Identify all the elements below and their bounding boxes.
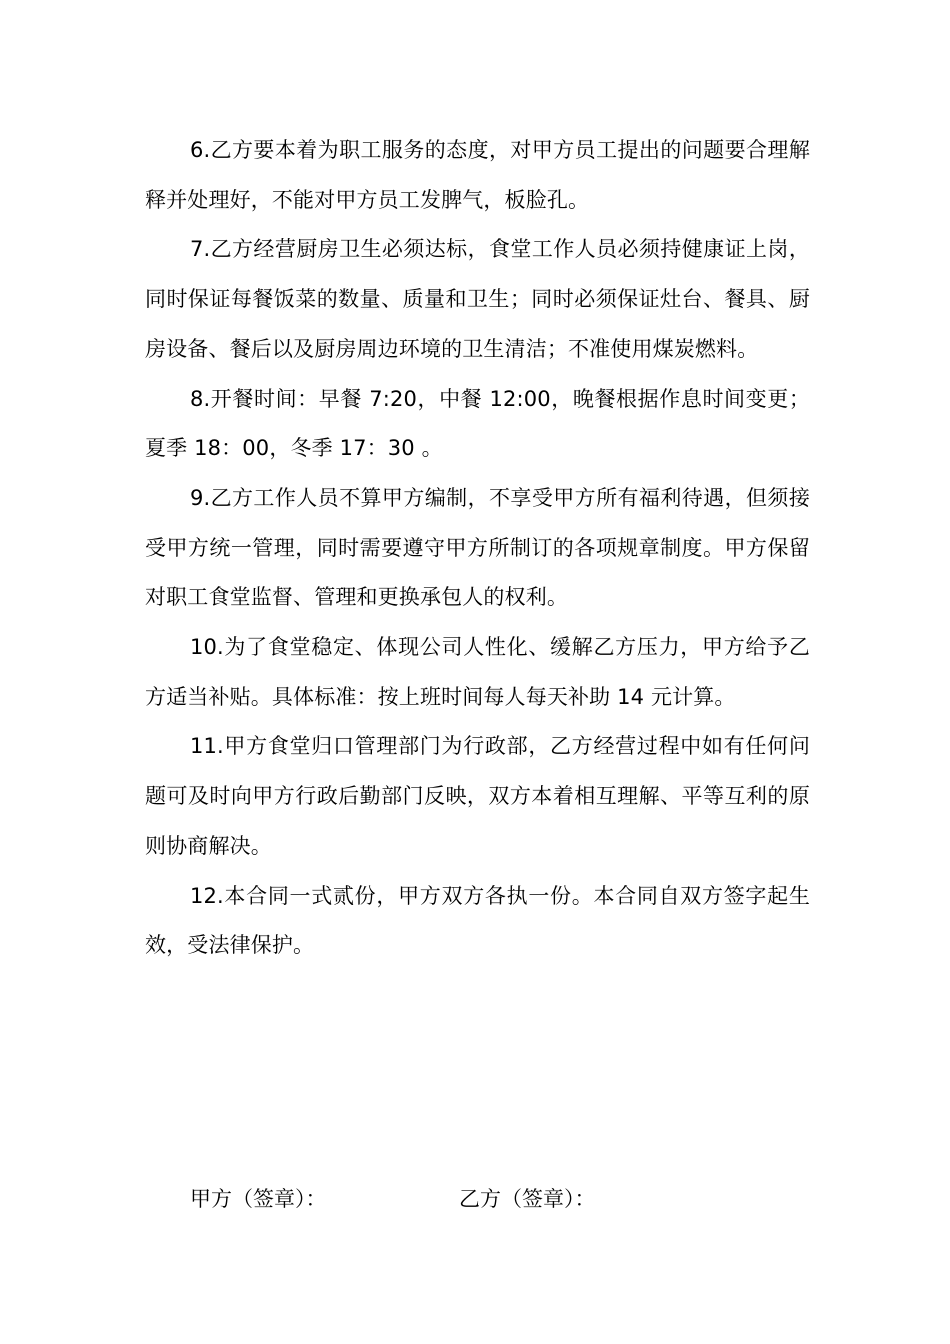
clause-6: 6.乙方要本着为职工服务的态度，对甲方员工提出的问题要合理解释并处理好，不能对甲方员工发脾气，板脸孔。 bbox=[145, 138, 810, 212]
party-a-signature-label: 甲方（签章）： bbox=[190, 1187, 327, 1211]
signature-block bbox=[0, 1175, 950, 1225]
clause-11: 11.甲方食堂归口管理部门为行政部，乙方经营过程中如有任何问题可及时向甲方行政后勤部门反映，双方本着相互理解、平等互利的原则协商解决。 bbox=[145, 734, 810, 858]
contract-body bbox=[145, 126, 810, 971]
clause-9: 9.乙方工作人员不算甲方编制，不享受甲方所有福利待遇，但须接受甲方统一管理，同时需要遵守甲方所制订的各项规章制度。甲方保留对职工食堂监督、管理和更换承包人的权利。 bbox=[145, 485, 810, 610]
clause-8: 8.开餐时间：早餐 7:20，中餐 12:00，晚餐根据作息时间变更；夏季 18：00，冬季 17：30 。 bbox=[145, 386, 810, 461]
clause-12: 12.本合同一式贰份，甲方双方各执一份。本合同自双方签字起生效，受法律保护。 bbox=[145, 883, 810, 958]
clause-7: 7.乙方经营厨房卫生必须达标，食堂工作人员必须持健康证上岗，同时保证每餐饭菜的数量、质量和卫生；同时必须保证灶台、餐具、厨房设备、餐后以及厨房周边环境的卫生清洁；不准使用煤炭燃料。 bbox=[145, 237, 810, 361]
party-b-signature-label: 乙方（签章）： bbox=[459, 1187, 596, 1211]
clause-10: 10.为了食堂稳定、体现公司人性化、缓解乙方压力，甲方给予乙方适当补贴。具体标准：按上班时间每人每天补助 14 元计算。 bbox=[145, 635, 810, 709]
